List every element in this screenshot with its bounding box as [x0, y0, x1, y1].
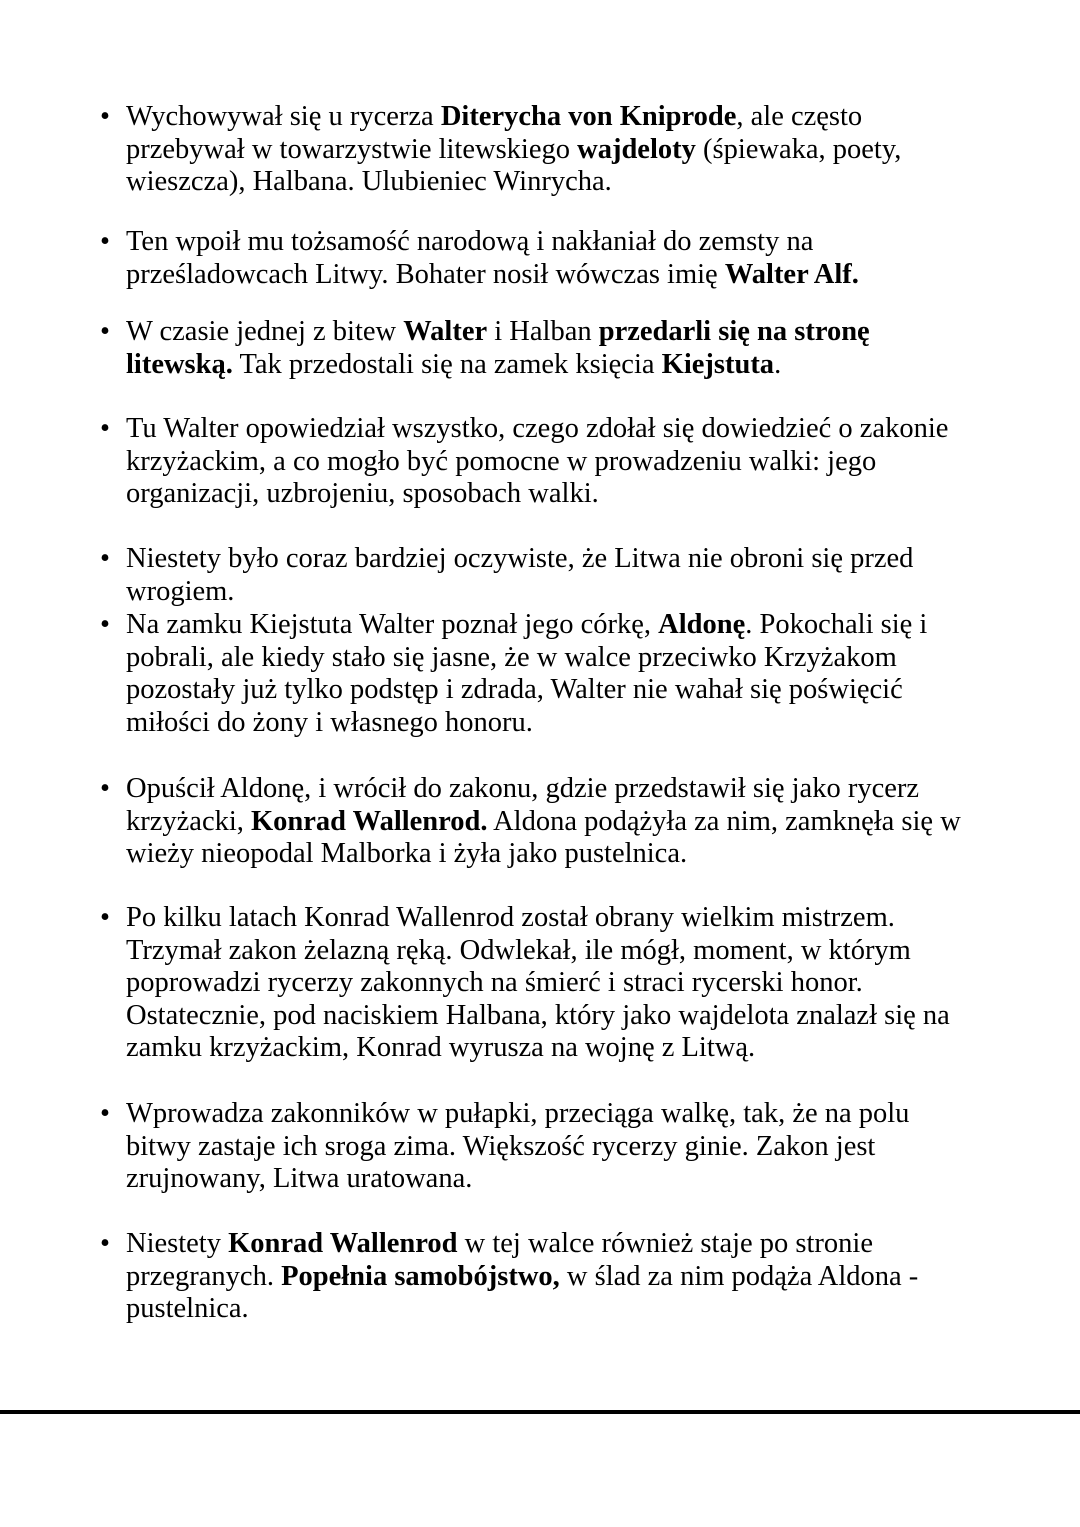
text-line [126, 1032, 1006, 1065]
text-run: w tej walce również staje po stronie [457, 1228, 873, 1259]
text-run: prześladowcach Litwy. Bohater nosił wówczas imię [126, 258, 725, 290]
bullet-text [126, 1228, 1006, 1326]
text-line [126, 967, 1006, 1000]
bold-text: przedarli się na stronę [598, 316, 870, 347]
bullet-item [100, 413, 1006, 511]
bullet-marker-icon: • [100, 1228, 110, 1259]
text-run: Trzymał zakon żelazną ręką. Odwlekał, ile mógł, moment, w którym [126, 934, 911, 966]
text-run: krzyżacki, [126, 805, 252, 837]
bullet-item [100, 101, 1006, 199]
text-line [126, 259, 1006, 292]
text-line [126, 349, 1006, 382]
bold-text: Kiejstuta [661, 348, 775, 380]
text-run: Niestety [126, 1228, 229, 1259]
text-run: Ostatecznie, pod naciskiem Halbana, który jako wajdelota znalazł się na [126, 999, 950, 1031]
text-run: Aldona podążyła za nim, zamknęła się w [487, 805, 961, 837]
bullet-text [126, 413, 1006, 511]
text-line [126, 413, 1006, 446]
bullet-item [100, 773, 1006, 871]
bold-text: Popełnia samobójstwo, [281, 1260, 560, 1292]
bullet-marker-icon: • [100, 101, 110, 132]
text-run: Niestety było coraz bardziej oczywiste, że Litwa nie obroni się przed [126, 543, 914, 574]
text-run: zamku krzyżackim, Konrad wyrusza na wojnę z Litwą. [126, 1032, 756, 1064]
text-line [126, 1131, 1006, 1164]
bullet-text [126, 226, 1006, 291]
bullet-text [126, 609, 1006, 739]
text-run: bitwy zastaje ich sroga zima. Większość rycerzy ginie. Zakon jest [126, 1130, 876, 1162]
text-line [126, 101, 1006, 134]
text-run: . [774, 348, 782, 380]
text-run: miłości do żony i własnego honoru. [126, 706, 533, 738]
text-run: i Halban [487, 316, 599, 347]
bold-text: Konrad Wallenrod. [251, 805, 488, 837]
bold-text: Walter Alf. [724, 258, 859, 290]
text-line [126, 838, 1006, 871]
text-line [126, 1228, 1006, 1261]
text-line [126, 576, 1006, 609]
text-run: przebywał w towarzystwie litewskiego [126, 133, 578, 165]
bold-text: Walter [403, 316, 488, 347]
text-line [126, 446, 1006, 479]
bullet-text [126, 1098, 1006, 1196]
text-line [126, 166, 1006, 199]
text-run: wieszcza), Halbana. Ulubieniec Winrycha. [126, 166, 612, 198]
text-line [126, 478, 1006, 511]
bullet-marker-icon: • [100, 543, 110, 574]
bullet-item [100, 609, 1006, 739]
text-run: . Pokochali się i [745, 609, 928, 640]
bullet-item [100, 543, 1006, 608]
text-line [126, 806, 1006, 839]
text-run: zrujnowany, Litwa uratowana. [126, 1163, 473, 1195]
bullet-marker-icon: • [100, 413, 110, 444]
bullet-text [126, 773, 1006, 871]
text-run: w ślad za nim podąża Aldona - [559, 1260, 919, 1292]
text-line [126, 1261, 1006, 1294]
text-run: , ale często [736, 101, 863, 132]
bullet-text [126, 101, 1006, 199]
text-run: wieży nieopodal Malborka i żyła jako pustelnica. [126, 838, 688, 870]
bullet-text [126, 543, 1006, 608]
bullet-item [100, 902, 1006, 1065]
text-run: Na zamku Kiejstuta Walter poznał jego córkę, [126, 609, 659, 640]
text-run: wrogiem. [126, 575, 235, 607]
bullet-item [100, 226, 1006, 291]
bullet-item [100, 316, 1006, 381]
text-line [126, 1293, 1006, 1326]
text-run: Wprowadza zakonników w pułapki, przeciąga walkę, tak, że na polu [126, 1098, 910, 1129]
bullet-marker-icon: • [100, 902, 110, 933]
text-run: Wychowywał się u rycerza [126, 101, 441, 132]
text-line [126, 935, 1006, 968]
bullet-marker-icon: • [100, 1098, 110, 1129]
text-run: Opuścił Aldonę, i wrócił do zakonu, gdzie przedstawił się jako rycerz [126, 773, 920, 804]
bold-text: litewską. [126, 348, 233, 380]
text-line [126, 1098, 1006, 1131]
text-run: organizacji, uzbrojeniu, sposobach walki. [126, 478, 599, 510]
bold-text: Aldonę [658, 609, 746, 640]
text-line [126, 134, 1006, 167]
bold-text: Diterycha von Kniprode [440, 101, 737, 132]
text-line [126, 674, 1006, 707]
bullet-marker-icon: • [100, 609, 110, 640]
bullet-marker-icon: • [100, 316, 110, 347]
bullet-text [126, 316, 1006, 381]
text-line [126, 609, 1006, 642]
text-run: przegranych. [126, 1260, 282, 1292]
text-line [126, 316, 1006, 349]
text-run: Tu Walter opowiedział wszystko, czego zdołał się dowiedzieć o zakonie [126, 413, 949, 444]
text-line [126, 543, 1006, 576]
bold-text: wajdeloty [577, 133, 696, 165]
text-line [126, 1000, 1006, 1033]
text-line [126, 707, 1006, 740]
bullet-item [100, 1098, 1006, 1196]
text-run: Tak przedostali się na zamek księcia [232, 348, 662, 380]
text-run: krzyżackim, a co mogło być pomocne w prowadzeniu walki: jego [126, 445, 877, 477]
text-line [126, 773, 1006, 806]
text-run: W czasie jednej z bitew [126, 316, 404, 347]
text-run: pustelnica. [126, 1293, 249, 1325]
text-line [126, 902, 1006, 935]
text-run: (śpiewaka, poety, [695, 133, 902, 165]
bullet-text [126, 902, 1006, 1065]
text-run: poprowadzi rycerzy zakonnych na śmierć i straci rycerski honor. [126, 967, 863, 999]
text-line [126, 1163, 1006, 1196]
text-run: Po kilku latach Konrad Wallenrod został obrany wielkim mistrzem. [126, 902, 895, 933]
bottom-rule [0, 1410, 1080, 1414]
bullet-item [100, 1228, 1006, 1326]
bold-text: Konrad Wallenrod [228, 1228, 458, 1259]
text-run: pobrali, ale kiedy stało się jasne, że w walce przeciwko Krzyżakom [126, 641, 897, 673]
bullet-marker-icon: • [100, 773, 110, 804]
text-line [126, 642, 1006, 675]
text-run: Ten wpoił mu tożsamość narodową i nakłaniał do zemsty na [126, 226, 814, 257]
text-run: pozostały już tylko podstęp i zdrada, Walter nie wahał się poświęcić [126, 674, 903, 706]
text-line [126, 226, 1006, 259]
bullet-marker-icon: • [100, 226, 110, 257]
